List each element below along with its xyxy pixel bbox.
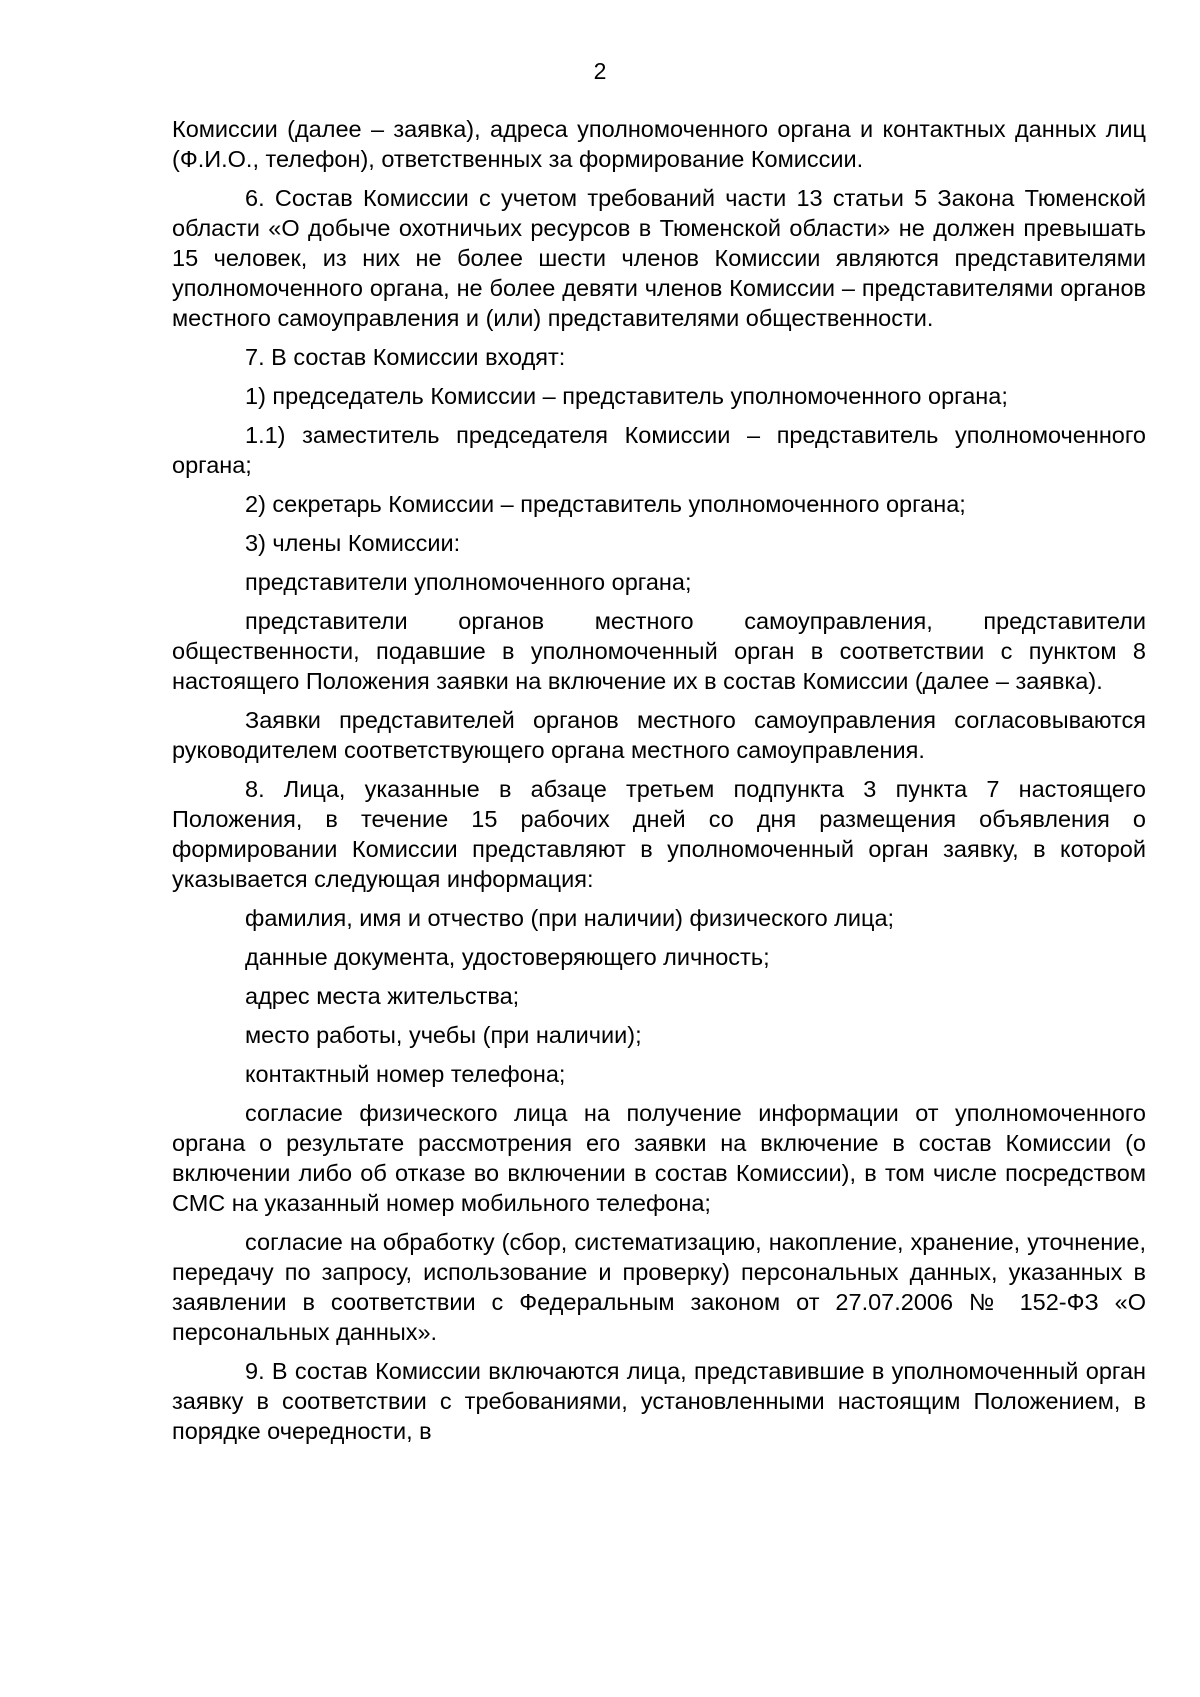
paragraph-info-workplace: место работы, учебы (при наличии); (245, 1022, 642, 1048)
paragraph-item-8: 8. Лица, указанные в абзаце третьем подпункта 3 пункта 7 настоящего Положения, в течение 15 рабочих дней со дня размещения объявления о формировании Комиссии представляют в уполномоченный орган заявку, в которой указывается следующая информация: (172, 776, 1146, 892)
paragraph-item-9: 9. В состав Комиссии включаются лица, представившие в уполномоченный орган заявку в соответствии с требованиями, установленными настоящим Положением, в порядке очередности, в (172, 1358, 1146, 1444)
paragraph-applications-approval: Заявки представителей органов местного самоуправления согласовываются руководителем соответствующего органа местного самоуправления. (172, 707, 1146, 763)
paragraph-continuation: Комиссии (далее – заявка), адреса уполномоченного органа и контактных данных лиц (Ф.И.О., телефон), ответственных за формирование Комиссии. (172, 116, 1146, 172)
paragraph-subitem-1: 1) председатель Комиссии – представитель уполномоченного органа; (245, 383, 1008, 409)
paragraph-item-6: 6. Состав Комиссии с учетом требований части 13 статьи 5 Закона Тюменской области «О добыче охотничьих ресурсов в Тюменской области» не должен превышать 15 человек, из них не более шести членов Комиссии являются представителями уполномоченного органа, не более девяти членов Комиссии – представителями органов местного самоуправления и (или) представителями общественности. (172, 185, 1146, 331)
paragraph-info-address: адрес места жительства; (245, 983, 520, 1009)
paragraph-subitem-3: 3) члены Комиссии: (245, 530, 461, 556)
paragraph-item-7: 7. В состав Комиссии входят: (245, 344, 566, 370)
paragraph-subitem-1-1: 1.1) заместитель председателя Комиссии – представитель уполномоченного органа; (172, 422, 1146, 478)
paragraph-subitem-2: 2) секретарь Комиссии – представитель уполномоченного органа; (245, 491, 966, 517)
paragraph-info-consent-personal-data: согласие на обработку (сбор, систематизацию, накопление, хранение, уточнение, передачу по запросу, использование и проверку) персональных данных, указанных в заявлении в соответствии с Федеральным законом от 27.07.2006 № 152-ФЗ «О персональных данных». (172, 1229, 1146, 1345)
paragraph-info-id-document: данные документа, удостоверяющего личность; (245, 944, 770, 970)
page-number: 2 (593, 58, 607, 84)
paragraph-info-phone: контактный номер телефона; (245, 1061, 566, 1087)
paragraph-members-authority: представители уполномоченного органа; (245, 569, 692, 595)
paragraph-members-public: представители органов местного самоуправления, представители общественности, подавшие в уполномоченный орган в соответствии с пунктом 8 настоящего Положения заявки на включение их в состав Комиссии (далее – заявка). (172, 608, 1146, 694)
document-body (172, 114, 1146, 1455)
paragraph-info-consent-notification: согласие физического лица на получение информации от уполномоченного органа о результате рассмотрения его заявки на включение в состав Комиссии (о включении либо об отказе во включении в состав Комиссии), в том числе посредством СМС на указанный номер мобильного телефона; (172, 1100, 1146, 1216)
paragraph-info-name: фамилия, имя и отчество (при наличии) физического лица; (245, 905, 895, 931)
